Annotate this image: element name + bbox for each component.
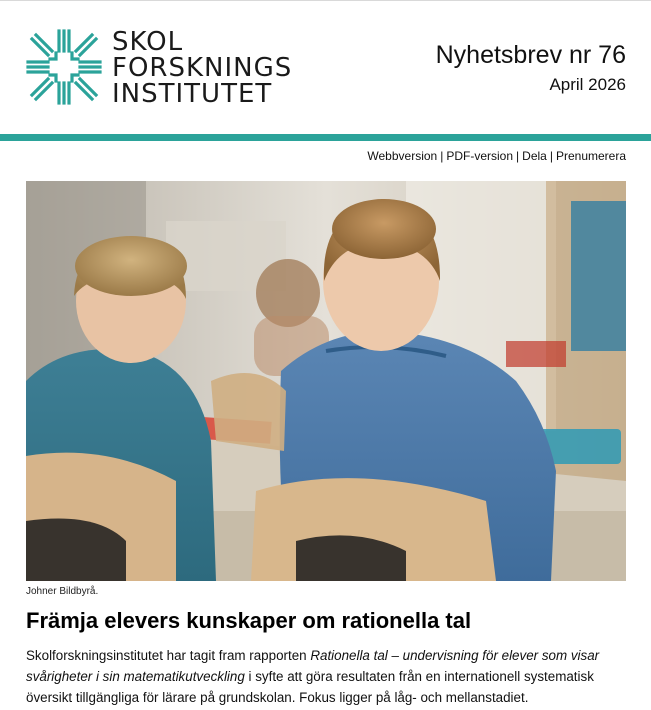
issue-title: Nyhetsbrev nr 76 [435,41,626,69]
article-body-part1: Skolforskningsinstitutet har tagit fram rapporten [26,648,311,663]
link-webbversion[interactable]: Webbversion [367,149,438,163]
issue-info [436,40,626,96]
brand-logo[interactable] [26,29,296,107]
link-pdf-version[interactable]: PDF-version [446,149,514,163]
accent-bar [0,134,651,141]
classroom-photo-illustration [26,181,626,581]
logo-wordmark [112,29,292,107]
logo-line-2: FORSKNINGS [112,53,293,83]
link-prenumerera[interactable]: Prenumerera [555,149,626,163]
starburst-logo-icon [26,29,102,105]
link-separator: | [516,149,520,163]
logo-line-3: INSTITUTET [112,79,273,109]
issue-date: April 2026 [549,75,626,94]
newsletter-header [0,0,651,134]
image-credit: Johner Bildbyrå. [26,586,99,597]
article-photo[interactable] [26,181,626,581]
report-title: Rationella tal – undervisning för elever som visar svårigheter i sin matematikutveckling [26,648,600,684]
article-body [26,645,630,708]
link-dela[interactable]: Dela [522,149,547,163]
link-separator: | [549,149,553,163]
link-separator: | [440,149,444,163]
newsletter-links [367,148,626,164]
article-headline[interactable]: Främja elevers kunskaper om rationella tal [26,608,472,633]
logo-line-1: SKOL [112,27,184,57]
article-body-part2: i syfte att göra resultaten från en internationell systematisk översikt tillgängliga för lärare på grundskolan. Fokus ligger på låg- och mellanstadiet. [26,669,594,705]
